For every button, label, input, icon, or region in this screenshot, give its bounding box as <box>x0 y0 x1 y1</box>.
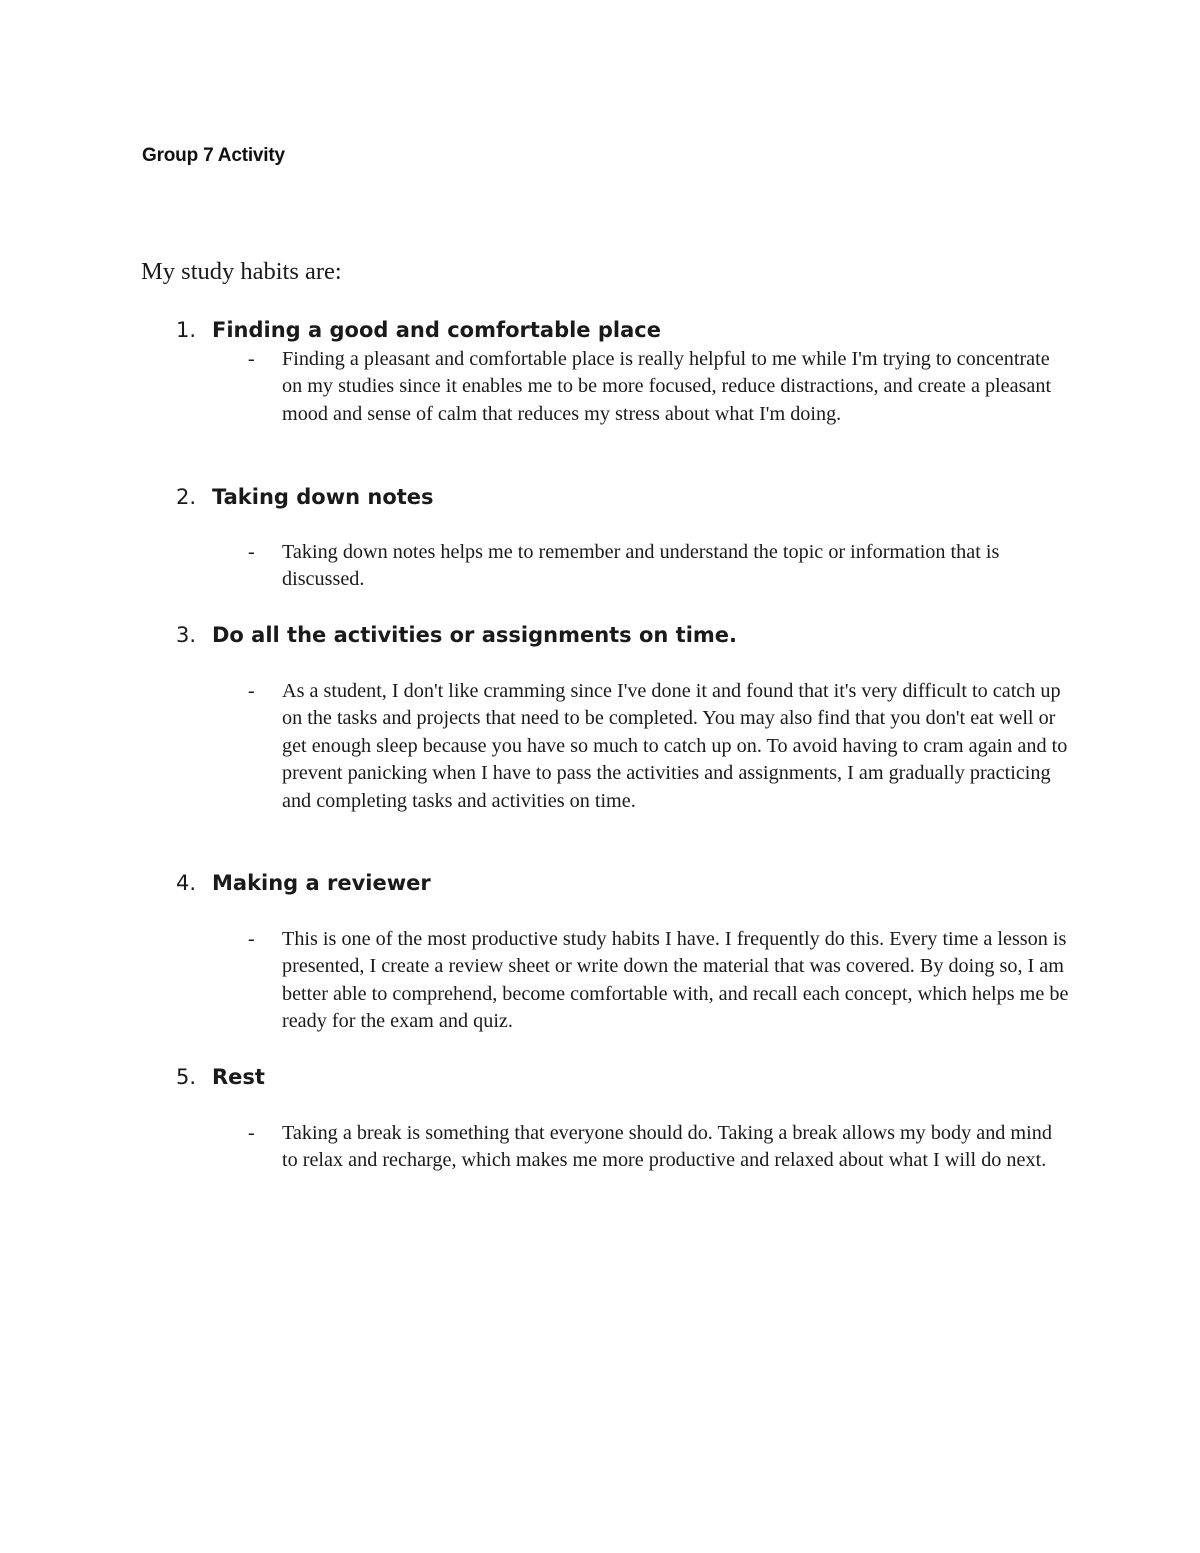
habit-number: 5. <box>176 1065 197 1089</box>
habit-heading-text: Finding a good and comfortable place <box>212 318 661 342</box>
habit-number: 1. <box>176 318 197 342</box>
habit-heading-text: Taking down notes <box>212 485 434 509</box>
habit-item <box>176 619 1076 812</box>
document-title: Group 7 Activity <box>142 145 285 166</box>
habit-description: Taking down notes helps me to remember and understand the topic or information that is discussed. <box>282 541 1000 591</box>
habit-item <box>176 481 1076 591</box>
habit-heading-text: Making a reviewer <box>212 871 431 895</box>
habit-description: Taking a break is something that everyone should do. Taking a break allows my body and mind to relax and recharge, which makes me more productive and relaxed about what I will do next. <box>282 1122 1052 1172</box>
habit-heading <box>176 619 1076 651</box>
bullet-dash: - <box>248 928 255 950</box>
bullet-dash: - <box>248 1122 255 1144</box>
habit-item <box>176 1061 1076 1172</box>
bullet-dash: - <box>248 541 255 563</box>
intro-text: My study habits are: <box>141 258 342 285</box>
habit-heading <box>176 1061 1076 1093</box>
habit-item <box>176 867 1076 1033</box>
habit-heading-text: Do all the activities or assignments on time. <box>212 623 738 647</box>
habit-heading <box>176 867 1076 899</box>
habit-heading <box>176 481 1076 513</box>
habit-heading <box>176 314 1076 346</box>
habit-description: As a student, I don't like cramming since I've done it and found that it's very difficult to catch up on the tasks and projects that need to be completed. You may also find that you don't eat well or get enough sleep because you have so much to catch up on. To avoid having to cram again and to prevent panicking when I have to pass the activities and assignments, I am gradually practicing and completing tasks and activities on time. <box>282 680 1068 812</box>
habit-heading-text: Rest <box>212 1065 265 1089</box>
bullet-dash: - <box>248 680 255 702</box>
bullet-dash: - <box>248 348 255 370</box>
habit-item <box>176 314 1076 425</box>
habit-number: 3. <box>176 623 197 647</box>
habit-number: 4. <box>176 871 197 895</box>
habit-description: This is one of the most productive study habits I have. I frequently do this. Every time a lesson is presented, I create a review sheet or write down the material that was covered. By doing so, I am better able to comprehend, become comfortable with, and recall each concept, which helps me be ready for the exam and quiz. <box>282 928 1069 1033</box>
habit-description: Finding a pleasant and comfortable place is really helpful to me while I'm trying to concentrate on my studies since it enables me to be more focused, reduce distractions, and create a pleasant mood and sense of calm that reduces my stress about what I'm doing. <box>282 348 1052 425</box>
habit-number: 2. <box>176 485 197 509</box>
